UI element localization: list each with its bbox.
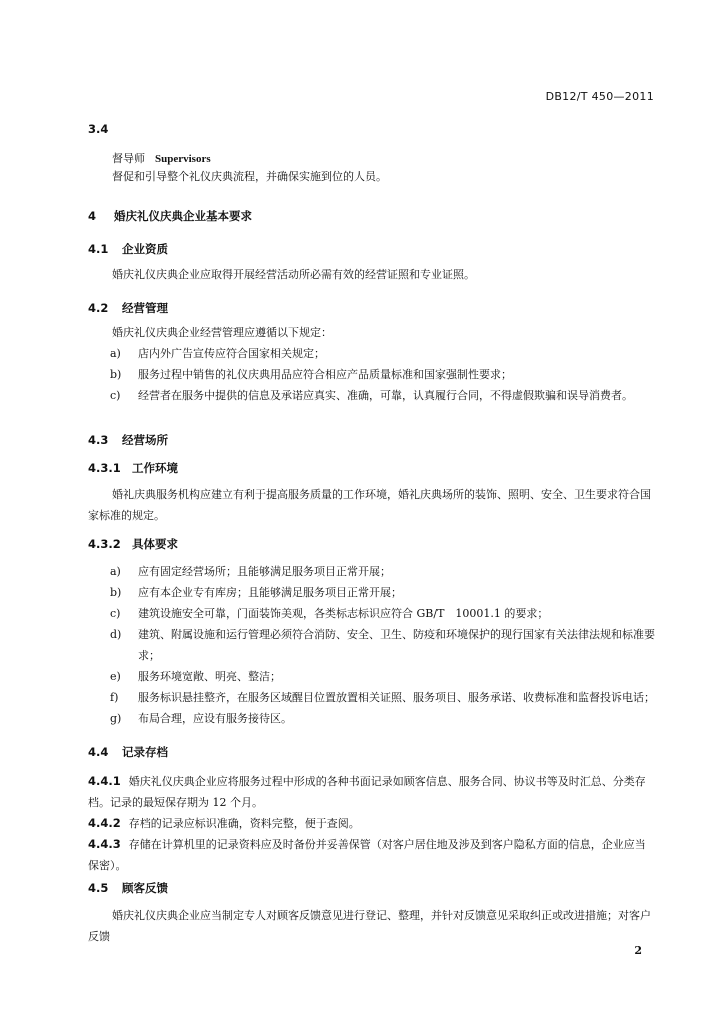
section-4-3-2-list [110, 561, 656, 729]
section-4-4-heading [88, 744, 656, 760]
section-title: 记录存档 [122, 745, 168, 759]
section-title: 经营管理 [122, 301, 168, 315]
clause-text: 存档的记录应标识准确，资料完整，便于查阅。 [128, 817, 360, 830]
section-4-5-heading [88, 880, 656, 896]
section-title: 经营场所 [122, 433, 168, 447]
list-item: d) 建筑、附属设施和运行管理必须符合消防、安全、卫生、防疫和环境保护的现行国家有关法律法规和标准要求； [110, 628, 655, 662]
section-number: 4.3.1 [88, 461, 121, 475]
clause-number: 4.4.2 [88, 816, 121, 830]
section-4-heading [88, 208, 656, 224]
term-supervisors [112, 150, 211, 166]
section-number: 4.5 [88, 881, 109, 895]
section-4-2-intro: 婚庆礼仪庆典企业经营管理应遵循以下规定： [112, 326, 332, 339]
section-number: 4.1 [88, 242, 109, 256]
section-4-3-1-heading [88, 460, 656, 476]
section-4-4-3 [88, 834, 656, 876]
list-item: a) 店内外广告宣传应符合国家相关规定； [110, 347, 325, 360]
term-en: Supervisors [155, 153, 211, 165]
section-number: 4.3 [88, 433, 109, 447]
section-title: 工作环境 [132, 461, 178, 475]
list-item: a) 应有固定经营场所；且能够满足服务项目正常开展； [110, 565, 391, 578]
section-number: 4 [88, 209, 97, 223]
section-title: 婚庆礼仪庆典企业基本要求 [114, 209, 252, 223]
section-number: 4.2 [88, 301, 109, 315]
section-4-1-text: 婚庆礼仪庆典企业应取得开展经营活动所必需有效的经营证照和专业证照。 [112, 268, 475, 281]
term-zh: 督导师 [112, 152, 145, 165]
standard-code: DB12/T 450—2011 [545, 90, 654, 103]
list-item: e) 服务环境宽敞、明亮、整洁； [110, 670, 281, 683]
section-4-4-1 [88, 771, 656, 813]
section-title: 企业资质 [122, 242, 168, 256]
term-definition: 督促和引导整个礼仪庆典流程，并确保实施到位的人员。 [112, 170, 387, 183]
section-title: 具体要求 [132, 537, 178, 551]
section-number: 4.4 [88, 745, 109, 759]
section-4-3-1-text: 婚礼庆典服务机构应建立有利于提高服务质量的工作环境，婚礼庆典场所的装饰、照明、安全、卫生要求符合国家标准的规定。 [88, 488, 651, 522]
section-4-2-list [110, 343, 656, 406]
clause-number: 4.4.3 [88, 837, 121, 851]
section-4-3-heading [88, 432, 656, 448]
section-3-4-number: 3.4 [88, 122, 109, 136]
list-item: c) 经营者在服务中提供的信息及承诺应真实、准确，可靠，认真履行合同，不得虚假欺骗和误导消费者。 [110, 389, 633, 402]
section-number: 4.3.2 [88, 537, 121, 551]
clause-number: 4.4.1 [88, 774, 121, 788]
section-4-4-2 [88, 813, 656, 834]
list-item: g) 布局合理，应设有服务接待区。 [110, 712, 292, 725]
section-4-1-heading [88, 241, 656, 257]
list-item: c) 建筑设施安全可靠，门面装饰美观，各类标志标识应符合 GB/T 10001.1 的要求； [110, 607, 549, 620]
clause-text: 存储在计算机里的记录资料应及时备份并妥善保管（对客户居住地及涉及到客户隐私方面的信息，企业应当保密）。 [88, 838, 646, 872]
section-4-3-2-heading [88, 536, 656, 552]
list-item: b) 应有本企业专有库房；且能够满足服务项目正常开展； [110, 586, 402, 599]
section-title: 顾客反馈 [122, 881, 168, 895]
section-4-2-heading [88, 300, 656, 316]
page-number: 2 [634, 944, 642, 957]
list-item: f) 服务标识悬挂整齐，在服务区域醒目位置放置相关证照、服务项目、服务承诺、收费标准和监督投诉电话； [110, 691, 655, 704]
clause-text: 婚庆礼仪庆典企业应将服务过程中形成的各种书面记录如顾客信息、服务合同、协议书等及时汇总、分类存档。记录的最短保存期为 12 个月。 [88, 775, 646, 809]
list-item: b) 服务过程中销售的礼仪庆典用品应符合相应产品质量标准和国家强制性要求； [110, 368, 512, 381]
section-4-5-text: 婚庆礼仪庆典企业应当制定专人对顾客反馈意见进行登记、整理，并针对反馈意见采取纠正或改进措施；对客户反馈 [88, 909, 651, 943]
